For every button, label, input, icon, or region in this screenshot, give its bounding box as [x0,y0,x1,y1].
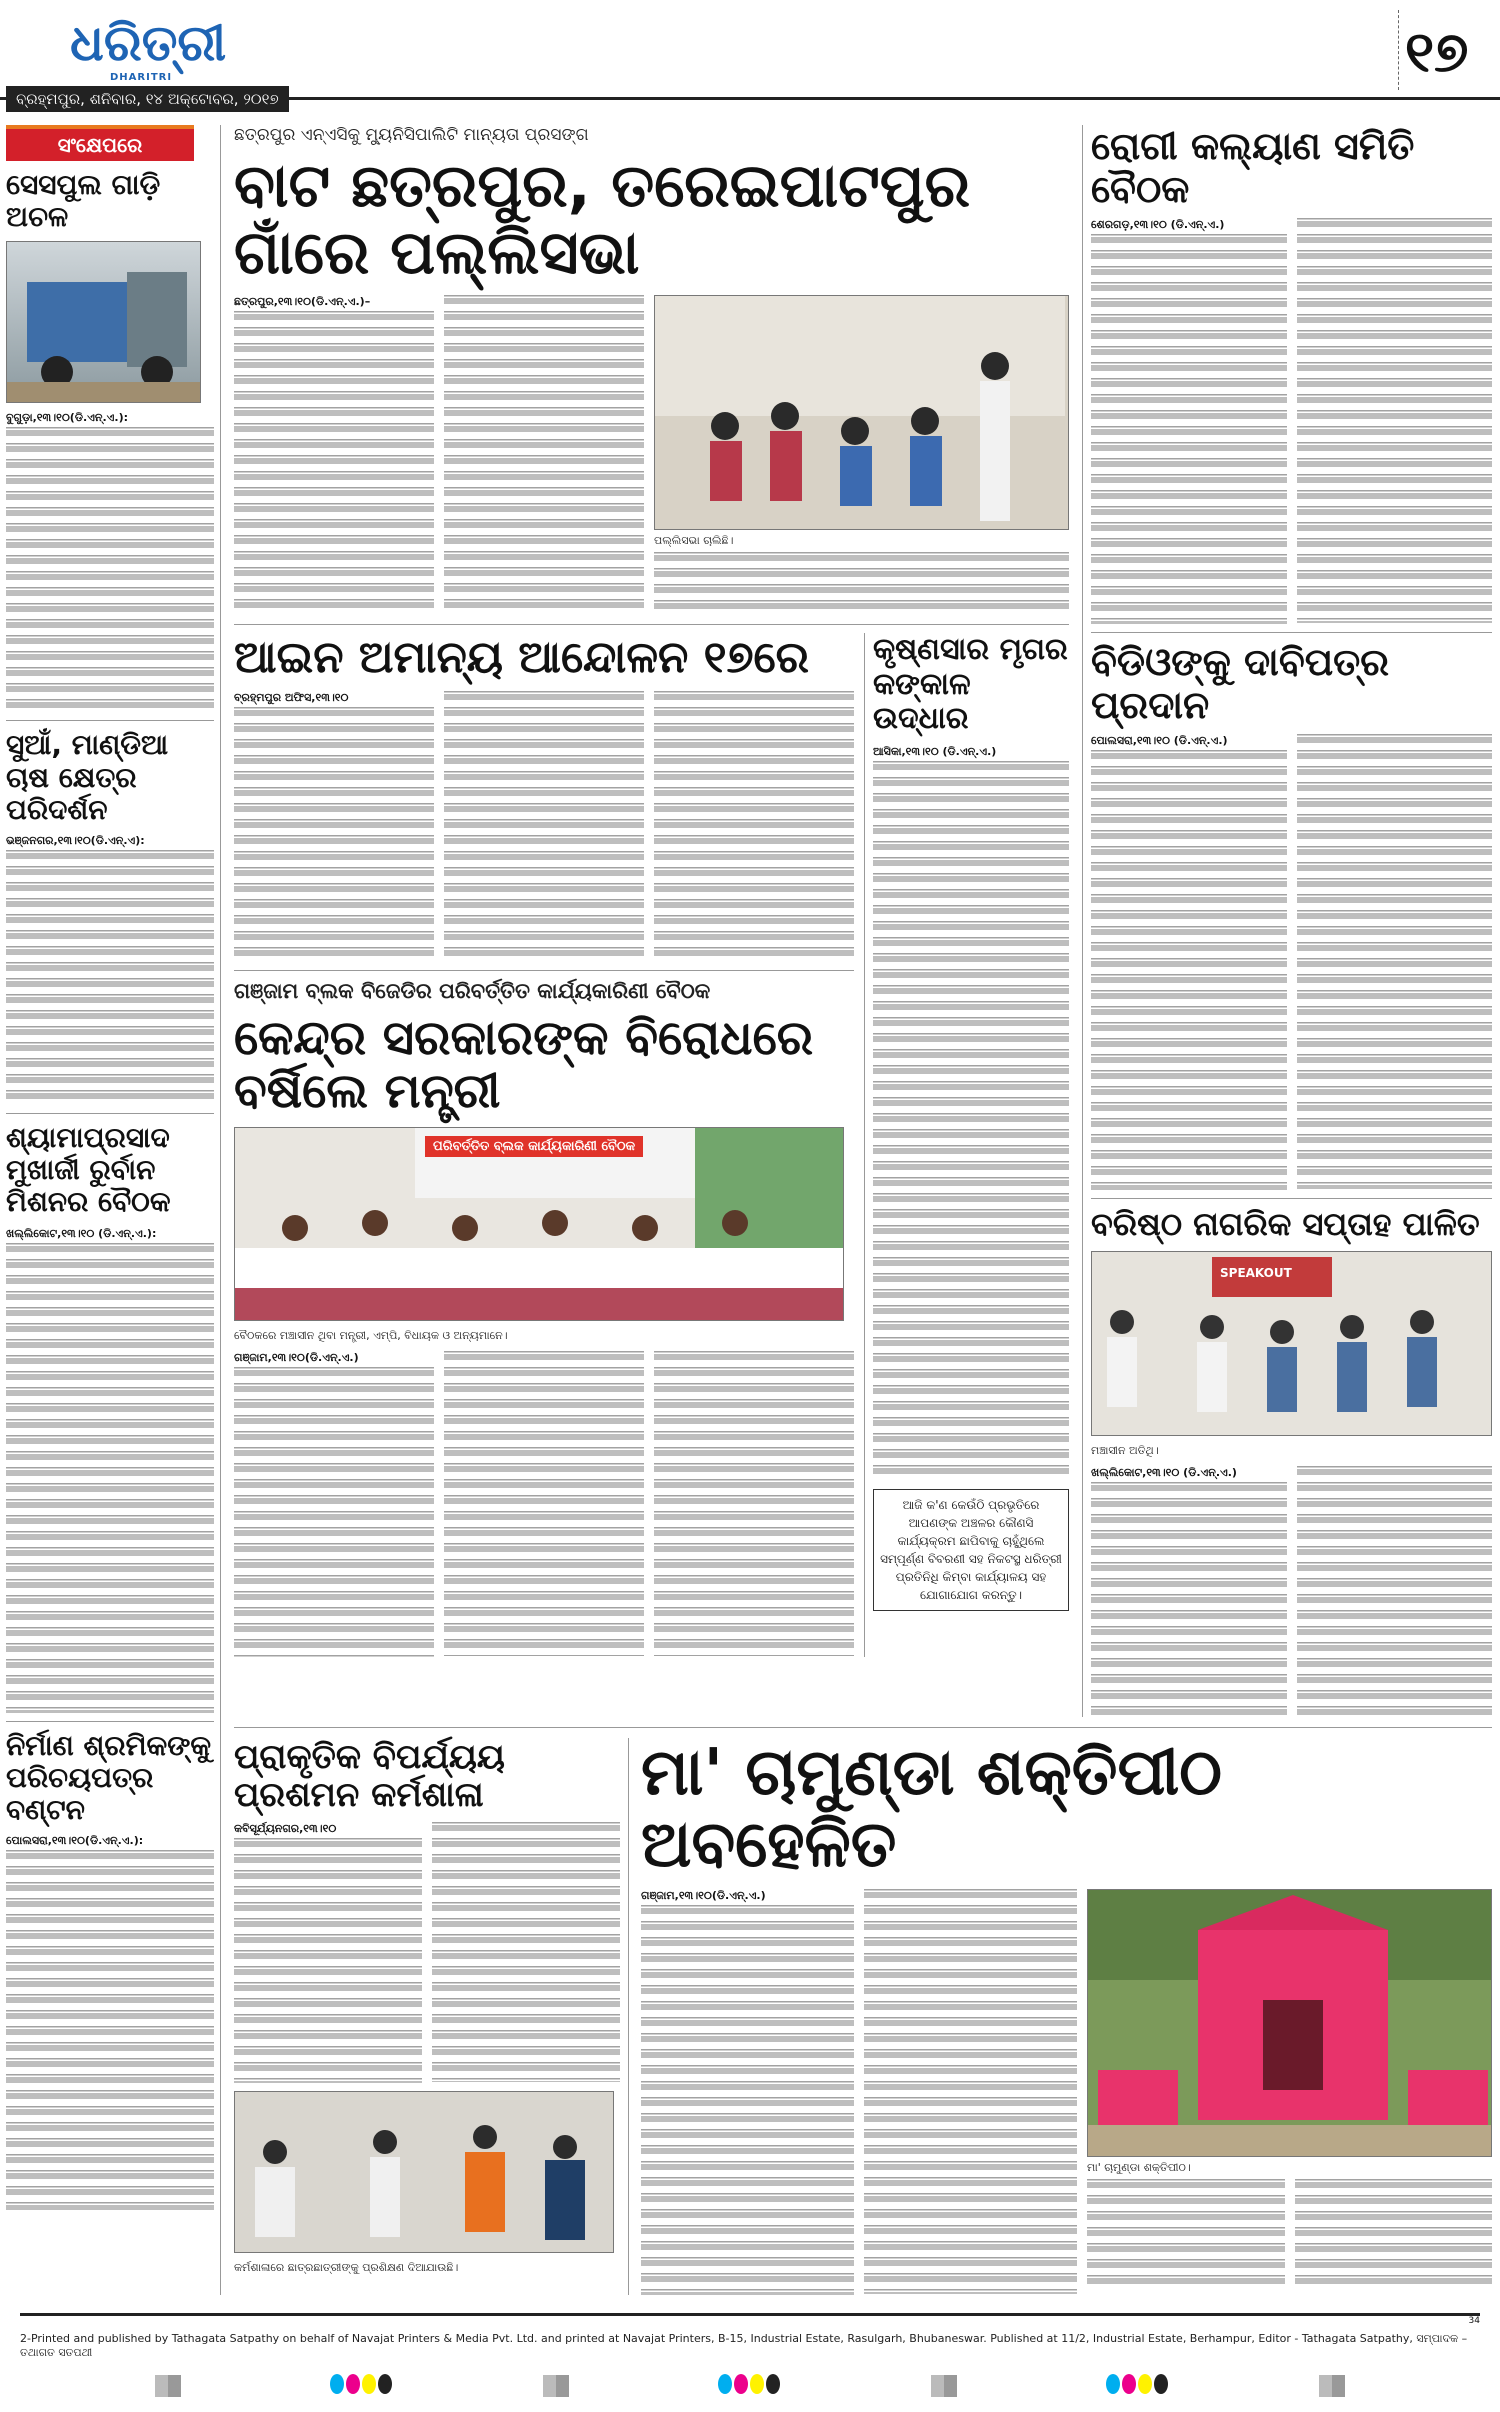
story-headline: ବରିଷ୍ଠ ନାଗରିକ ସପ୍ତାହ ପାଳିତ [1091,1205,1480,1244]
story-headline: ସେସପୁଲ ଗାଡ଼ି ଅଚଳ [6,168,161,234]
page-number: ୧୭ [1405,20,1469,85]
right-column [1082,125,1492,1717]
story-dateline: ପୋଲସରା,୧୩।୧୦(ଡି.ଏନ୍.ଏ.): [6,1834,144,1848]
cmyk-color-marks [718,2374,782,2398]
minister-photo-caption: ବୈଠକରେ ମଞ୍ଚାସୀନ ଥିବା ମନ୍ତ୍ରୀ, ଏମ୍‌ପି, ବିଧାୟକ ଓ ଅନ୍ୟମାନେ। [234,1329,508,1343]
bottom-section [234,1727,1492,2295]
lead-dateline: ଛତ୍ରପୁର,୧୩।୧୦(ଡି.ଏନ୍.ଏ.)– [234,295,371,309]
agitation-headline: ଆଇନ ଅମାନ୍ୟ ଆନ୍ଦୋଳନ ୧୭ରେ [234,632,809,684]
temple-photo-column [1087,1889,1492,2295]
temple-body-continued [1087,2179,1492,2289]
story-dateline: ପୋଲସରା,୧୩।୧୦ (ଡି.ଏନ୍.ଏ.) [1091,734,1228,748]
temple-story [641,1738,1492,2295]
story-headline: ବିଡିଓଙ୍କୁ ଦାବିପତ୍ର ପ୍ରଦାନ [1091,640,1390,727]
deer-body [873,745,1069,1481]
story-divider [6,720,214,721]
registration-mark [931,2375,957,2397]
story-headline: ସୁଆଁ, ମାଣ୍ଡିଆ ଚାଷ କ୍ଷେତ୍ର ପରିଦର୍ଶନ [6,728,169,826]
registration-mark [155,2375,181,2397]
story-body [6,411,214,712]
left-column [6,125,221,2295]
registration-mark [543,2375,569,2397]
cmyk-color-marks [330,2374,394,2398]
agitation-dateline: ବ୍ରହ୍ମପୁର ଅଫିସ,୧୩।୧୦ [234,690,349,704]
story-body [1091,218,1492,624]
senior-citizen-photo [1091,1251,1492,1436]
story-dateline: ଖଲ୍ଲିକୋଟ,୧୩।୧୦ (ଡି.ଏନ୍.ଏ.) [1091,1466,1237,1480]
registration-mark [1319,2375,1345,2397]
story-headline: ରୋଗୀ କଲ୍ୟାଣ ସମିତି ବୈଠକ [1091,124,1415,211]
story-dateline: ଭଞ୍ଜନଗର,୧୩।୧୦(ଡି.ଏନ୍.ଏ): [6,833,145,847]
lead-photo-column [654,295,1069,616]
middle-left-stack [234,633,854,1657]
minister-body [234,1351,854,1657]
workshop-body [234,1822,620,2083]
story-divider [6,1721,214,1722]
temple-headline: ମା' ଚାମୁଣ୍ଡା ଶକ୍ତିପୀଠ ଅବହେଳିତ [641,1736,1222,1882]
agitation-body [234,691,854,962]
story-body [1091,1466,1492,1717]
page-number-divider [1398,10,1399,90]
story-dateline: ଖଲ୍ଲିକୋଟ,୧୩।୧୦ (ଡି.ଏନ୍.ଏ.): [6,1226,157,1240]
story-dateline: ଶେରଗଡ଼,୧୩।୧୦ (ଡି.ଏନ୍.ଏ.) [1091,218,1225,232]
story-body [6,1227,214,1713]
minister-headline: କେନ୍ଦ୍ର ସରକାରଙ୍କ ବିରୋଧରେ ବର୍ଷିଲେ ମନ୍ତ୍ରୀ [234,1009,814,1120]
story-headline: ନିର୍ମାଣ ଶ୍ରମିକଙ୍କୁ ପରିଚୟପତ୍ର ବଣ୍ଟନ [6,1728,212,1826]
senior-citizen-photo-caption: ମଞ୍ଚାସୀନ ଅତିଥି। [1091,1444,1159,1458]
temple-layout [641,1889,1492,2295]
story-divider [1091,632,1492,633]
deer-dateline: ଆସିକା,୧୩।୧୦ (ଡି.ଏନ୍.ଏ.) [873,744,997,758]
workshop-story [234,1738,629,2295]
lead-kicker: ଛତ୍ରପୁର ଏନ୍‌ଏସିକୁ ମ୍ୟୁନିସିପାଲିଟି ମାନ୍ୟତା ପ୍ରସଙ୍ଗ [234,125,589,145]
deer-headline: କୃଷ୍ଣସାର ମୃଗର କଙ୍କାଳ ଉଦ୍ଧାର [873,632,1068,737]
minister-kicker: ଗଞ୍ଜାମ ବ୍ଲକ ବିଜେଡିର ପରିବର୍ତ୍ତିତ କାର୍ଯ୍ୟକାରିଣୀ ବୈଠକ [234,978,711,1003]
masthead-logo: ଧରିତ୍ରୀ [70,14,227,72]
minister-dateline: ଗଞ୍ଜାମ,୧୩।୧୦(ଡି.ଏନ୍.ଏ.) [234,1351,359,1365]
middle-lower [234,633,1069,1657]
notice-box: ଆଜି କ'ଣ କେଉଁଠି ପ୍ରଭୃତିରେ ଆପଣଙ୍କ ଅଞ୍ଚଳର କୌଣସି କାର୍ଯ୍ୟକ୍ରମ ଛାପିବାକୁ ଚାହୁଁଥିଲେ ସମ୍ପୂର୍ଣ୍ଣ ବିବରଣୀ ସହ ନିକଟସ୍ଥ ଧରିତ୍ରୀ ପ୍ରତିନିଧି କିମ୍ବା କାର୍ଯ୍ୟାଳୟ ସହ ଯୋଗାଯୋଗ କରନ୍ତୁ। [873,1489,1069,1611]
story-body [6,1834,214,2210]
deer-column [864,633,1069,1657]
cmyk-color-marks [1106,2374,1170,2398]
workshop-photo [234,2091,614,2253]
masthead-dateline: ବ୍ରହ୍ମପୁର, ଶନିବାର, ୧୪ ଅକ୍ଟୋବର, ୨୦୧୭ [6,86,289,112]
senior-citizen-photo-banner: SPEAKOUT [1220,1266,1292,1281]
sesspool-vehicle-photo [6,241,201,403]
lead-photo [654,295,1069,530]
print-marks [20,2360,1480,2412]
lead-photo-caption: ପଲ୍ଲିସଭା ଚାଲିଛି। [654,534,734,548]
temple-photo [1087,1889,1492,2157]
story-divider [1091,1198,1492,1199]
lead-body [234,295,644,616]
workshop-photo-caption: କର୍ମଶାଳାରେ ଛାତ୍ରଛାତ୍ରୀଙ୍କୁ ପ୍ରଶିକ୍ଷଣ ଦିଆଯାଉଛି। [234,2261,459,2275]
lead-body-continued [654,552,1069,616]
story-body [6,834,214,1105]
temple-body [641,1889,1077,2295]
minister-photo [234,1127,844,1321]
story-divider [234,624,1069,625]
story-headline: ଶ୍ୟାମାପ୍ରସାଦ ମୁଖାର୍ଜୀ ରୁର୍ବାନ ମିଶନର ବୈଠକ [6,1120,171,1219]
temple-photo-caption: ମା' ଚାମୁଣ୍ଡା ଶକ୍ତିପୀଠ। [1087,2161,1191,2175]
story-body [1091,734,1492,1190]
masthead-logo-latin: DHARITRI [110,72,173,83]
footer-imprint: 2-Printed and published by Tathagata Satpathy on behalf of Navajat Printers & Media Pvt. Ltd. and printed at Navajat Printers, B-15, Industrial Estate, Rasulgarh, Bhubaneswar. Published at 11/2, Industrial Estate, Berhampur, Editor - Tathagata Satpathy, ସମ୍ପାଦକ – ତଥାଗତ ସତପଥୀ [20,2332,1468,2360]
footer [0,2295,1500,2412]
workshop-headline: ପ୍ରାକୃତିକ ବିପର୍ଯ୍ୟୟ ପ୍ରଶମନ କର୍ମଶାଳା [234,1737,505,1816]
workshop-dateline: କବିସୂର୍ଯ୍ୟନଗର,୧୩।୧୦ [234,1822,337,1836]
story-dateline: ବୁଗୁଡ଼ା,୧୩।୧୦(ଡି.ଏନ୍.ଏ.): [6,411,128,425]
story-divider [6,1113,214,1114]
minister-photo-banner: ପରିବର୍ତ୍ତିତ ବ୍ଲକ କାର୍ଯ୍ୟକାରିଣୀ ବୈଠକ [425,1136,643,1157]
temple-dateline: ଗଞ୍ଜାମ,୧୩।୧୦(ଡି.ଏନ୍.ଏ.) [641,1889,766,1903]
lead-headline: ବାଟ ଛତ୍ରପୁର, ତରେଇପାଟପୁର ଗାଁରେ ପଲ୍ଲିସଭା [234,151,971,289]
footer-folio: 34 [1468,2316,1480,2327]
middle-section [234,125,1069,1717]
section-badge: ସଂକ୍ଷେପରେ [6,125,194,161]
lead-story [234,295,1069,616]
story-divider [234,970,854,971]
